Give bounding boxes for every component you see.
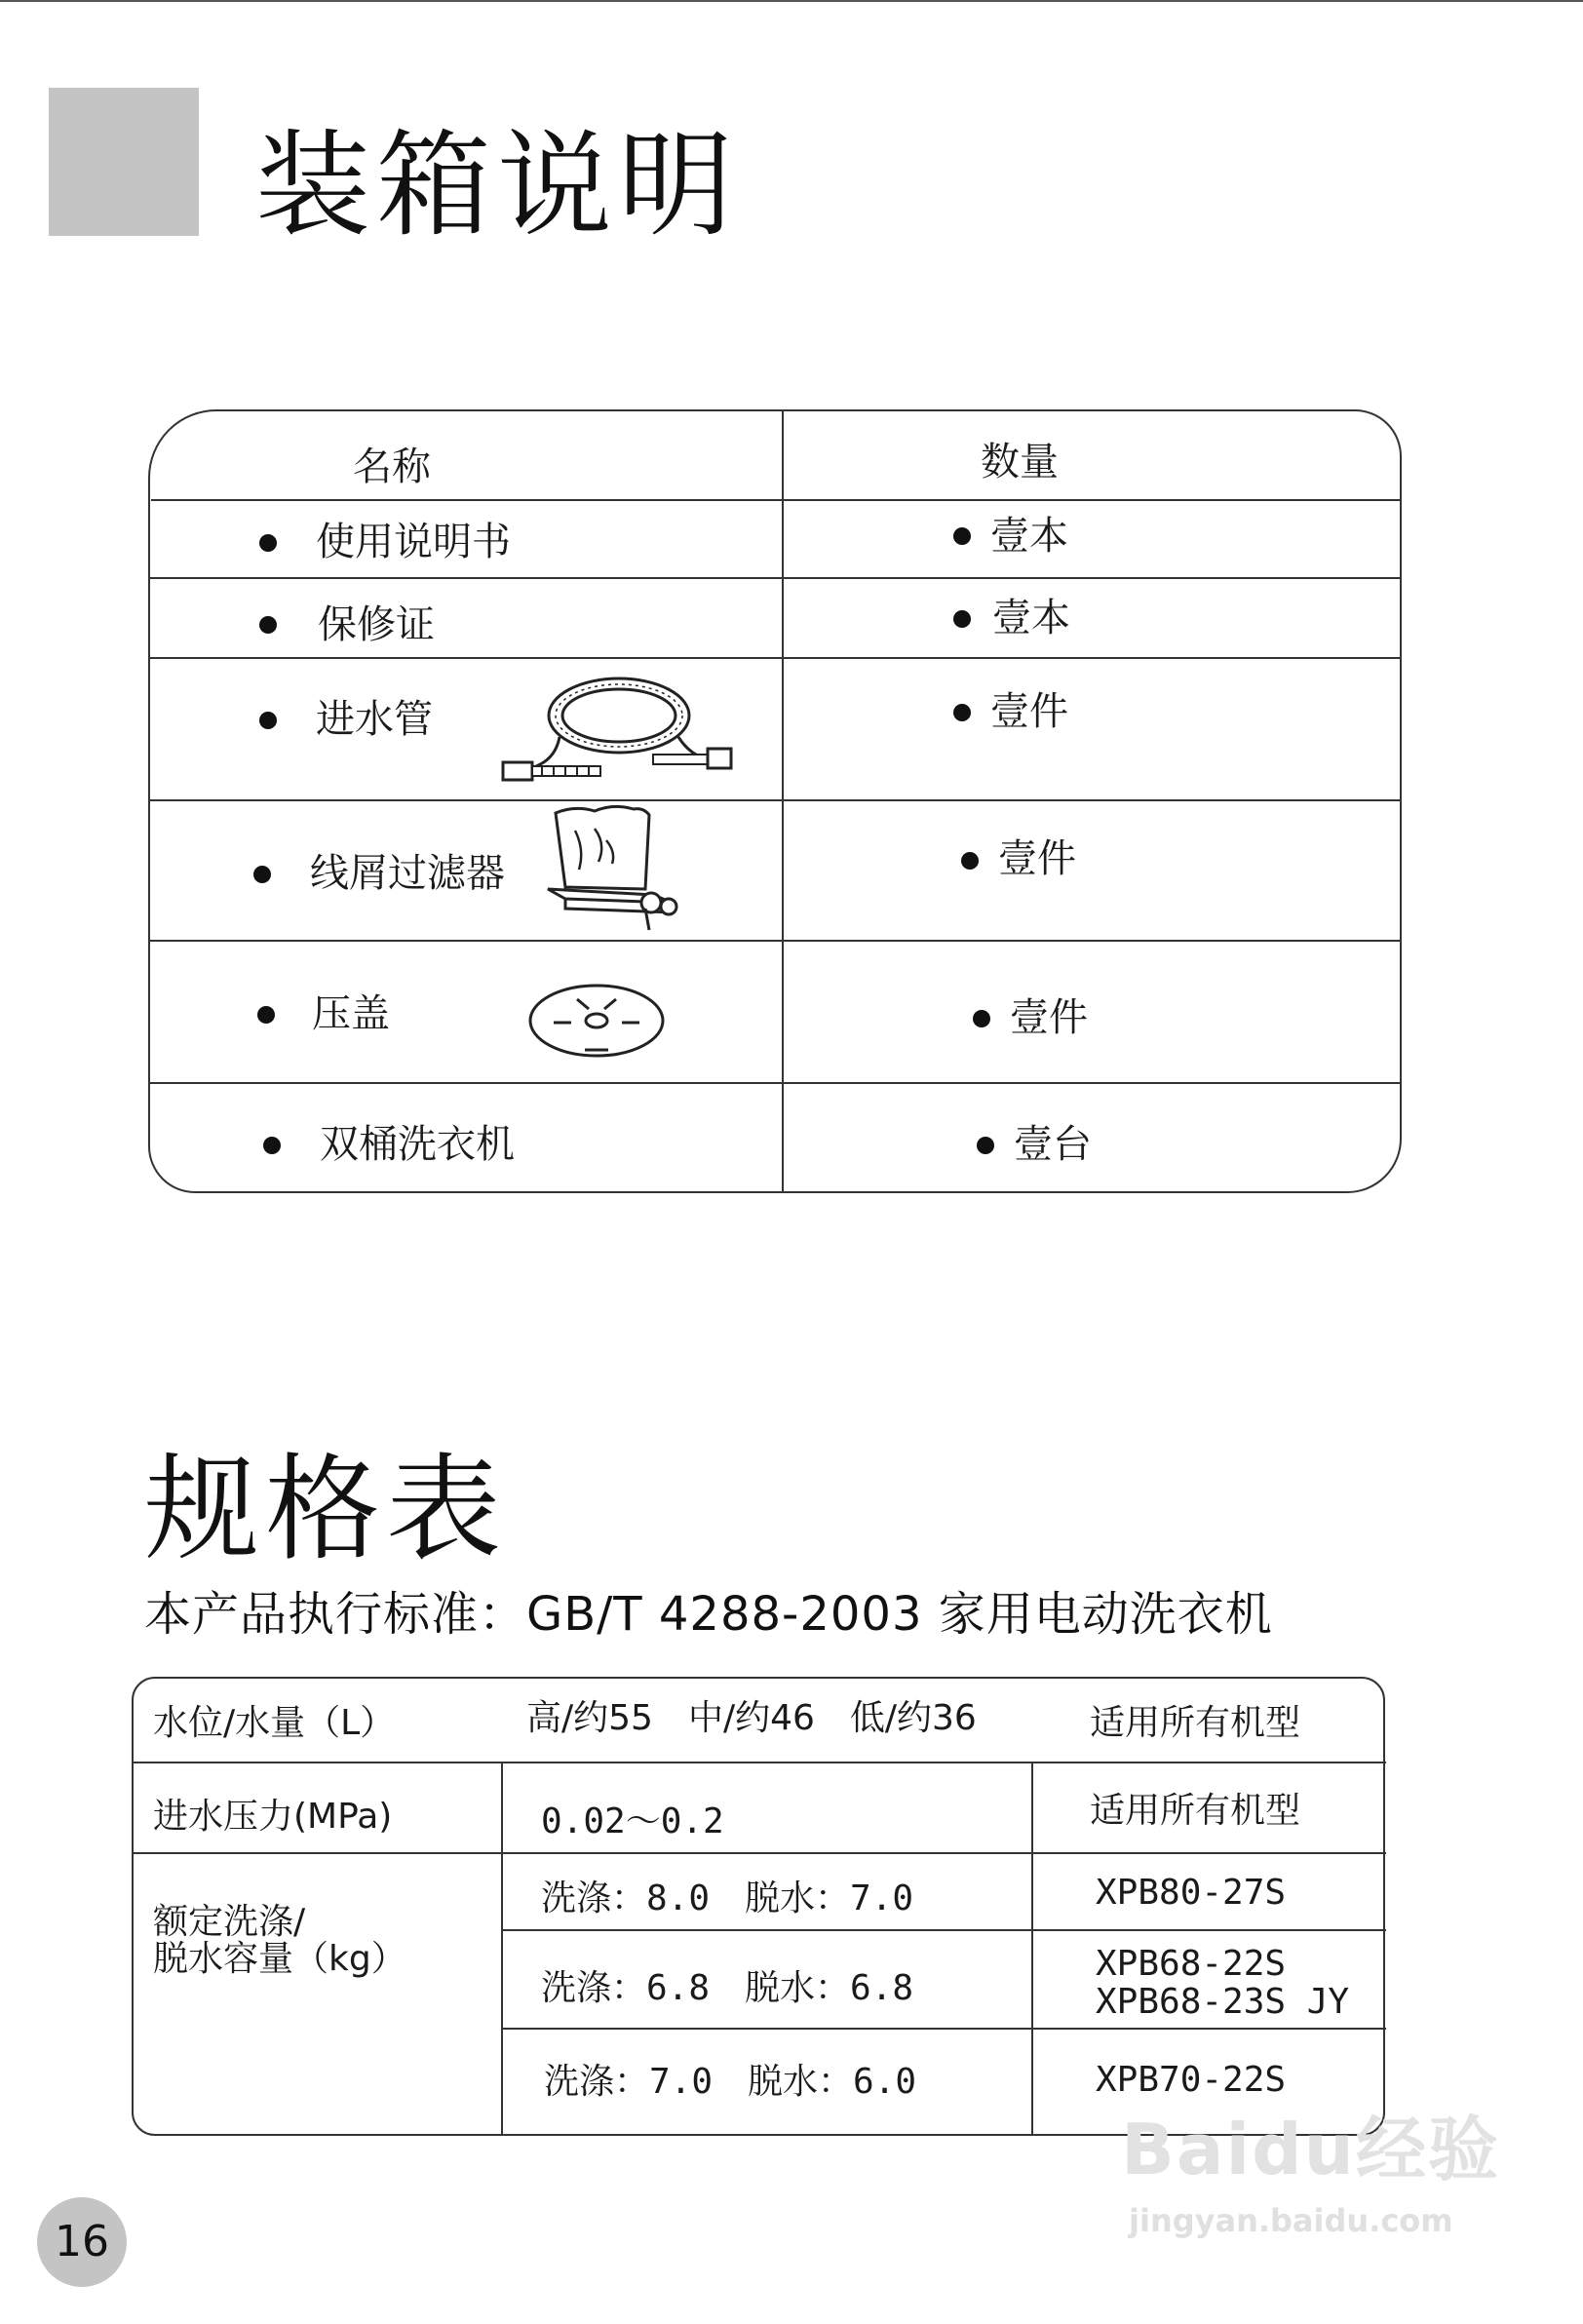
watermark-logo: Baidu经验 [1121, 2109, 1500, 2190]
watermark-url: jingyan.baidu.com [1129, 2202, 1453, 2239]
row-rule [151, 499, 1401, 501]
bullet-icon [253, 866, 271, 883]
capacity-value: 洗涤：6.8 脱水：6.8 [541, 1968, 914, 2008]
bullet-icon [961, 852, 979, 870]
row-rule [148, 577, 1401, 579]
water-level-value: 高/约55 中/约46 低/约36 [526, 1698, 977, 1738]
packing-item-name: 使用说明书 [316, 520, 511, 564]
column-rule [501, 1762, 503, 2135]
packing-item-quantity: 壹本 [990, 514, 1068, 559]
water-level-label: 水位/水量（L） [153, 1703, 396, 1743]
packing-item-name: 保修证 [318, 602, 435, 647]
bullet-icon [259, 534, 277, 552]
bullet-icon [259, 712, 277, 729]
packing-item-name: 线屑过滤器 [310, 851, 505, 896]
column-rule [1031, 1762, 1033, 2135]
capacity-value: 洗涤：7.0 脱水：6.0 [544, 2062, 917, 2102]
bullet-icon [257, 1006, 275, 1024]
capacity-value: 洗涤：8.0 脱水：7.0 [541, 1879, 914, 1918]
pressure-cap-icon [524, 980, 669, 1062]
lint-filter-icon [536, 801, 692, 938]
pressure-applies: 适用所有机型 [1090, 1791, 1301, 1831]
page-number: 16 [37, 2197, 127, 2287]
water-level-applies: 适用所有机型 [1090, 1703, 1301, 1743]
capacity-model: XPB70-22S [1096, 2060, 1287, 2100]
section-marker-block [49, 88, 199, 236]
packing-table-divider [782, 411, 784, 1191]
inlet-hose-icon [497, 665, 741, 792]
row-rule [148, 657, 1401, 659]
bullet-icon [953, 704, 971, 721]
column-header-name: 名称 [353, 445, 431, 489]
packing-title: 装箱说明 [255, 118, 740, 252]
packing-item-quantity: 壹件 [1010, 995, 1088, 1040]
bullet-icon [973, 1010, 990, 1027]
packing-item-quantity: 壹件 [990, 689, 1068, 734]
bullet-icon [977, 1137, 994, 1154]
capacity-model: XPB80-27S [1096, 1873, 1287, 1913]
top-rule [0, 0, 1583, 2]
packing-item-quantity: 壹台 [1014, 1122, 1092, 1167]
bullet-icon [953, 610, 971, 628]
column-header-quantity: 数量 [981, 440, 1059, 484]
row-rule [503, 2028, 1386, 2030]
capacity-label-line1: 额定洗涤/ [153, 1902, 306, 1942]
packing-item-name: 双桶洗衣机 [320, 1122, 515, 1167]
capacity-model: XPB68-22S [1096, 1944, 1287, 1984]
row-rule [148, 1082, 1401, 1084]
row-rule [503, 1929, 1386, 1931]
row-rule [148, 940, 1401, 942]
standard-line: 本产品执行标准：GB/T 4288-2003 家用电动洗衣机 [144, 1587, 1273, 1642]
row-rule [148, 799, 1401, 801]
capacity-model: XPB68-23S JY [1096, 1982, 1350, 2022]
packing-item-name: 进水管 [316, 697, 433, 742]
row-rule [134, 1762, 1386, 1763]
packing-item-quantity: 壹件 [998, 836, 1076, 881]
row-rule [134, 1852, 1386, 1854]
bullet-icon [263, 1137, 281, 1154]
packing-item-name: 压盖 [312, 991, 390, 1036]
packing-item-quantity: 壹本 [992, 596, 1070, 640]
bullet-icon [953, 527, 971, 545]
pressure-label: 进水压力(MPa) [153, 1797, 393, 1837]
bullet-icon [259, 616, 277, 634]
pressure-value: 0.02～0.2 [541, 1801, 724, 1841]
spec-title: 规格表 [144, 1442, 508, 1576]
capacity-label-line2: 脱水容量（kg） [153, 1939, 406, 1979]
